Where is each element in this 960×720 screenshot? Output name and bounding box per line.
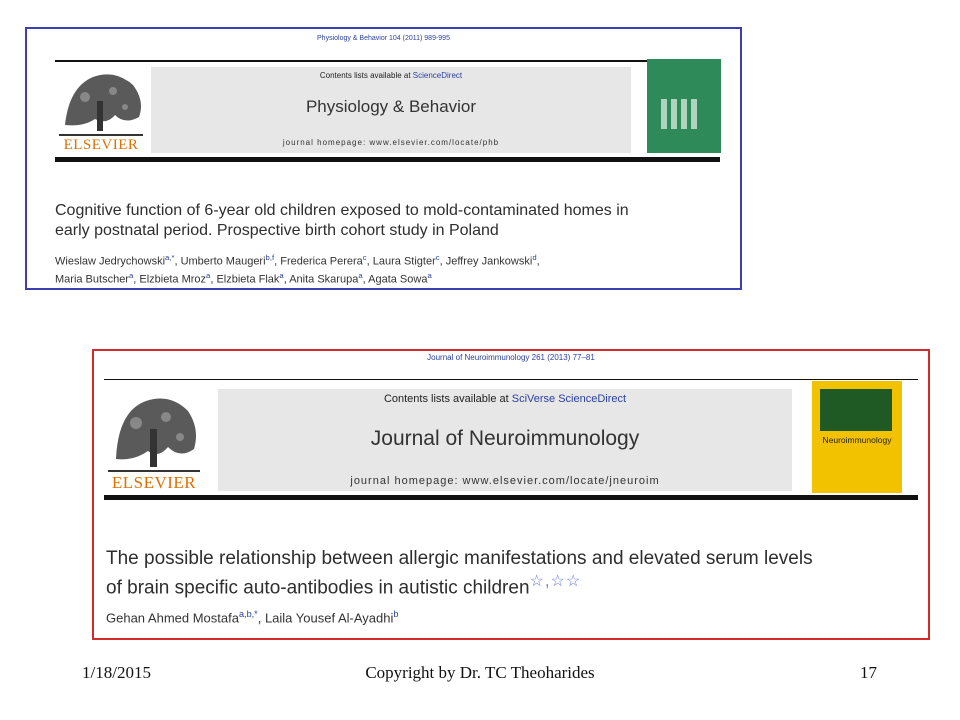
cover-image	[820, 389, 892, 431]
article-title: The possible relationship between allergic manifestations and elevated serum levels of brain specific auto-antibodies in autistic children☆,☆☆	[106, 548, 813, 599]
author-name: Laila Yousef Al-Ayadhi	[264, 610, 394, 626]
journal-title-band	[151, 67, 631, 153]
journal-citation: Physiology & Behavior 104 (2011) 989-995	[317, 35, 450, 42]
author-affiliation-sup[interactable]: a	[279, 271, 284, 280]
author-affiliation-sup[interactable]: a,b,*	[238, 609, 258, 619]
slide-copyright: Copyright by Dr. TC Theoharides	[365, 663, 595, 682]
author-name: Elzbieta Flak	[216, 273, 280, 286]
author-affiliation-sup[interactable]: a	[358, 271, 363, 280]
contents-line: Contents lists available at SciVerse ScienceDirect	[383, 393, 627, 405]
elsevier-wordmark: ELSEVIER	[111, 473, 197, 492]
contents-line: Contents lists available at ScienceDirect	[319, 71, 463, 80]
journal-title-band	[218, 389, 792, 491]
author-name: Anita Skarupa	[289, 273, 359, 286]
author-name: Wieslaw Jedrychowski	[55, 255, 166, 268]
author-affiliation-sup[interactable]: a	[206, 271, 211, 280]
author-affiliation-sup[interactable]: c	[362, 253, 367, 262]
slide-date: 1/18/2015	[82, 663, 151, 682]
author-name: Elzbieta Mroz	[139, 273, 207, 286]
header-rule-bottom	[55, 157, 720, 162]
elsevier-logo	[55, 67, 147, 153]
journal-homepage[interactable]: journal homepage: www.elsevier.com/locate/jneuroim	[350, 475, 660, 487]
journal-homepage[interactable]: journal homepage: www.elsevier.com/locate/phb	[282, 138, 500, 147]
author-name: Laura Stigter	[372, 255, 436, 268]
author-name: Maria Butscher	[55, 273, 129, 286]
elsevier-tree-icon	[104, 389, 204, 473]
author-name: Gehan Ahmed Mostafa	[106, 610, 239, 626]
journal-title: Journal of Neuroimmunology	[370, 427, 640, 450]
author-affiliation-sup[interactable]: b,f	[265, 253, 275, 262]
header-rule-bottom	[104, 495, 918, 500]
author-name: Frederica Perera	[280, 255, 363, 268]
journal-cover	[812, 381, 902, 493]
cover-label: Neuroimmunology	[822, 435, 892, 445]
author-affiliation-sup[interactable]: a	[427, 271, 432, 280]
header-rule-top	[104, 379, 918, 380]
sciencedirect-link[interactable]: SciVerse ScienceDirect	[511, 393, 627, 405]
elsevier-tree-icon	[55, 67, 147, 137]
author-affiliation-sup[interactable]: a	[128, 271, 134, 280]
author-list: Gehan Ahmed Mostafa$^{a,b,*}$, Laila Yousef Al-Ayadhi$^b$	[106, 609, 399, 626]
author-name: Agata Sowa	[368, 273, 428, 286]
author-affiliation-sup[interactable]: a,*	[165, 253, 175, 262]
author-list-continued: Maria Butscher$^a$, Elzbieta Mroz$^a$, Elzbieta Flak$^a$, Anita Skarupa$^a$, Agata Sowa$^a$	[55, 271, 432, 286]
author-affiliation-sup[interactable]: c	[435, 253, 440, 262]
slide-number: 17	[860, 663, 877, 682]
elsevier-logo	[104, 389, 204, 493]
author-name: Jeffrey Jankowski	[445, 255, 533, 268]
journal-title: Physiology & Behavior	[305, 97, 477, 116]
article-header-physiology-behavior	[25, 27, 742, 290]
article-title: Cognitive function of 6-year old children exposed to mold-contaminated homes in early postnatal period. Prospective birth cohort study in Poland	[55, 202, 629, 240]
footnote-star-icons[interactable]: ☆,☆☆	[529, 572, 582, 591]
article-header-neuroimmunology	[92, 349, 930, 640]
author-list: Wieslaw Jedrychowski$^{a,*}$, Umberto Maugeri$^{b,f}$, Frederica Perera$^c$, Laura Stigter$^c$, Jeffrey Jankowski$^d$,	[55, 253, 540, 268]
header-rule-top	[55, 60, 720, 62]
journal-citation: Journal of Neuroimmunology 261 (2013) 77–81	[427, 353, 595, 362]
author-affiliation-sup[interactable]: d	[532, 253, 537, 262]
author-affiliation-sup[interactable]: b	[393, 609, 399, 619]
cover-pattern	[661, 99, 701, 129]
journal-cover	[647, 59, 721, 153]
sciencedirect-link[interactable]: ScienceDirect	[412, 71, 463, 80]
elsevier-wordmark: ELSEVIER	[63, 137, 139, 153]
author-name: Umberto Maugeri	[180, 255, 266, 268]
